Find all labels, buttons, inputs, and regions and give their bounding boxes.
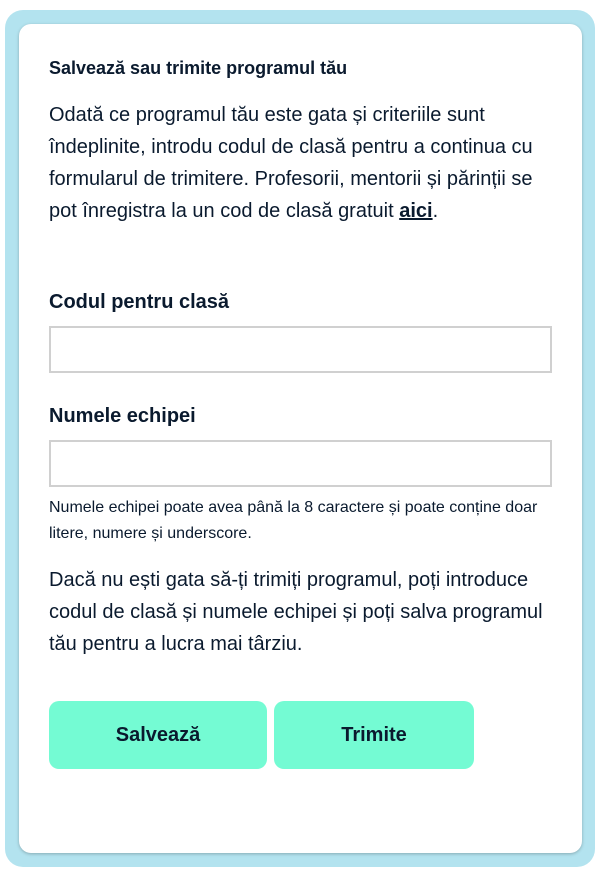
- submit-button[interactable]: Trimite: [274, 701, 474, 769]
- intro-text: [49, 99, 559, 227]
- form-title: Salvează sau trimite programul tău: [49, 58, 348, 78]
- team-name-input[interactable]: [49, 440, 552, 487]
- intro-body: Odată ce programul tău este gata și criteriile sunt îndeplinite, introdu codul de clasă pentru a continua cu formularul de trimitere. Profesorii, mentorii și părinții se pot înregistra la un cod de clasă gratuit: [49, 104, 533, 222]
- save-note: Dacă nu ești gata să-ți trimiți programul, poți introduce codul de clasă și numele echipei și poți salva programul tău pentru a lucra mai târziu.: [49, 569, 543, 655]
- register-link[interactable]: aici: [399, 200, 433, 222]
- class-code-label: Codul pentru clasă: [49, 291, 230, 313]
- save-button[interactable]: Salvează: [49, 701, 267, 769]
- team-name-help: Numele echipei poate avea până la 8 caractere și poate conține doar litere, numere și underscore.: [49, 499, 538, 542]
- class-code-input[interactable]: [49, 326, 552, 373]
- team-name-label: Numele echipei: [49, 405, 196, 427]
- intro-end: .: [432, 200, 439, 222]
